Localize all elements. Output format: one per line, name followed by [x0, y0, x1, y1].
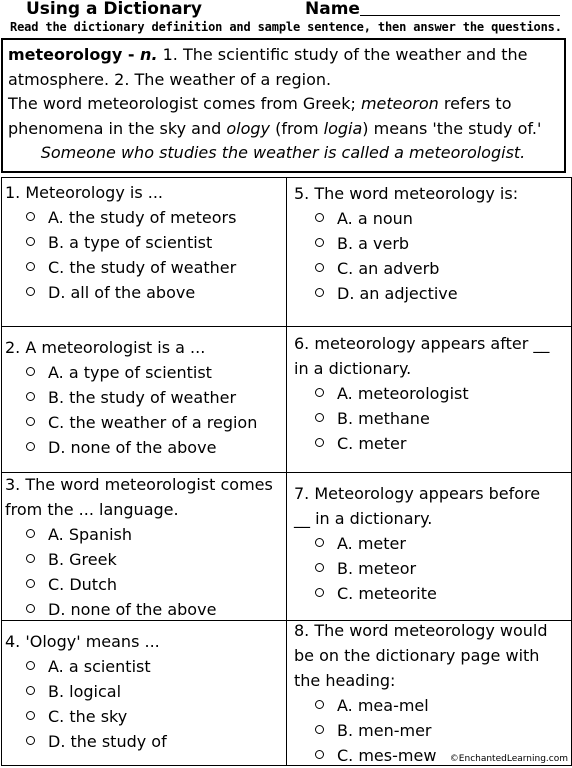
worksheet-title: Using a Dictionary [26, 0, 203, 19]
question-2 [5, 335, 285, 460]
answer-option[interactable]: B. Greek [5, 547, 285, 572]
answer-option[interactable]: B. meteor [294, 556, 570, 581]
question-5 [294, 181, 570, 306]
answer-option[interactable]: B. men-mer [294, 718, 570, 743]
questions-grid [1, 177, 572, 766]
answer-option[interactable]: A. meteorologist [294, 381, 570, 406]
answer-option[interactable]: D. an adjective [294, 281, 570, 306]
answer-option[interactable]: B. a type of scientist [5, 230, 285, 255]
answer-option[interactable]: C. the study of weather [5, 255, 285, 280]
question-text: 6. meteorology appears after __ [294, 334, 550, 353]
definition-line-4: phenomena in the sky and ology (from logia) means 'the study of.' [8, 118, 542, 138]
answer-option[interactable]: A. the study of meteors [5, 205, 285, 230]
answer-option[interactable]: A. a scientist [5, 654, 285, 679]
name-blank-line [360, 15, 560, 16]
question-text: 4. 'Ology' means ... [5, 632, 160, 651]
answer-option[interactable]: B. methane [294, 406, 570, 431]
answer-option[interactable]: C. meter [294, 431, 570, 456]
question-text: __ in a dictionary. [294, 509, 433, 528]
definition-line-2: atmosphere. 2. The weather of a region. [8, 69, 332, 89]
answer-option[interactable]: A. Spanish [5, 522, 285, 547]
question-text: 3. The word meteorologist comes [5, 475, 273, 494]
definition-line-1: meteorology - n. 1. The scientific study of the weather and the [8, 45, 528, 64]
question-6 [294, 331, 570, 456]
question-text: 7. Meteorology appears before [294, 484, 541, 503]
answer-option[interactable]: B. logical [5, 679, 285, 704]
question-text: 1. Meteorology is ... [5, 183, 163, 202]
question-4 [5, 629, 285, 754]
definition-box [1, 38, 566, 173]
question-text: the heading: [294, 671, 396, 690]
definition-line-3: The word meteorologist comes from Greek; meteoron refers to [8, 94, 512, 113]
part-of-speech: n. [140, 45, 158, 64]
instructions: Read the dictionary definition and sample sentence, then answer the questions. [10, 20, 562, 34]
question-3 [5, 472, 285, 622]
answer-option[interactable]: D. all of the above [5, 280, 285, 305]
sample-sentence: Someone who studies the weather is called a meteorologist. [40, 143, 526, 162]
question-text: 8. The word meteorology would [294, 621, 548, 640]
answer-option[interactable]: A. meter [294, 531, 570, 556]
answer-option[interactable]: B. a verb [294, 231, 570, 256]
question-text: from the ... language. [5, 500, 179, 519]
answer-option[interactable]: C. meteorite [294, 581, 570, 606]
answer-option[interactable]: A. mea-mel [294, 693, 570, 718]
question-text: in a dictionary. [294, 359, 412, 378]
answer-option[interactable]: A. a type of scientist [5, 360, 285, 385]
answer-option[interactable]: C. mes-mew [294, 743, 570, 768]
question-7 [294, 481, 570, 606]
question-text: 5. The word meteorology is: [294, 184, 519, 203]
definition-word: meteorology [8, 45, 123, 64]
name-label: Name [305, 0, 360, 19]
answer-option[interactable]: C. Dutch [5, 572, 285, 597]
question-8 [294, 618, 570, 768]
grid-left-divider-1 [2, 326, 571, 327]
answer-option[interactable]: C. an adverb [294, 256, 570, 281]
answer-option[interactable]: A. a noun [294, 206, 570, 231]
answer-option[interactable]: B. the study of weather [5, 385, 285, 410]
answer-option[interactable]: D. none of the above [5, 597, 285, 622]
answer-option[interactable]: D. none of the above [5, 435, 285, 460]
answer-option[interactable]: C. the weather of a region [5, 410, 285, 435]
copyright-notice: ©EnchantedLearning.com [449, 754, 568, 764]
question-text: be on the dictionary page with [294, 646, 540, 665]
answer-option[interactable]: C. the sky [5, 704, 285, 729]
question-text: 2. A meteorologist is a ... [5, 338, 206, 357]
question-1 [5, 180, 285, 305]
answer-option[interactable]: D. the study of [5, 729, 285, 754]
